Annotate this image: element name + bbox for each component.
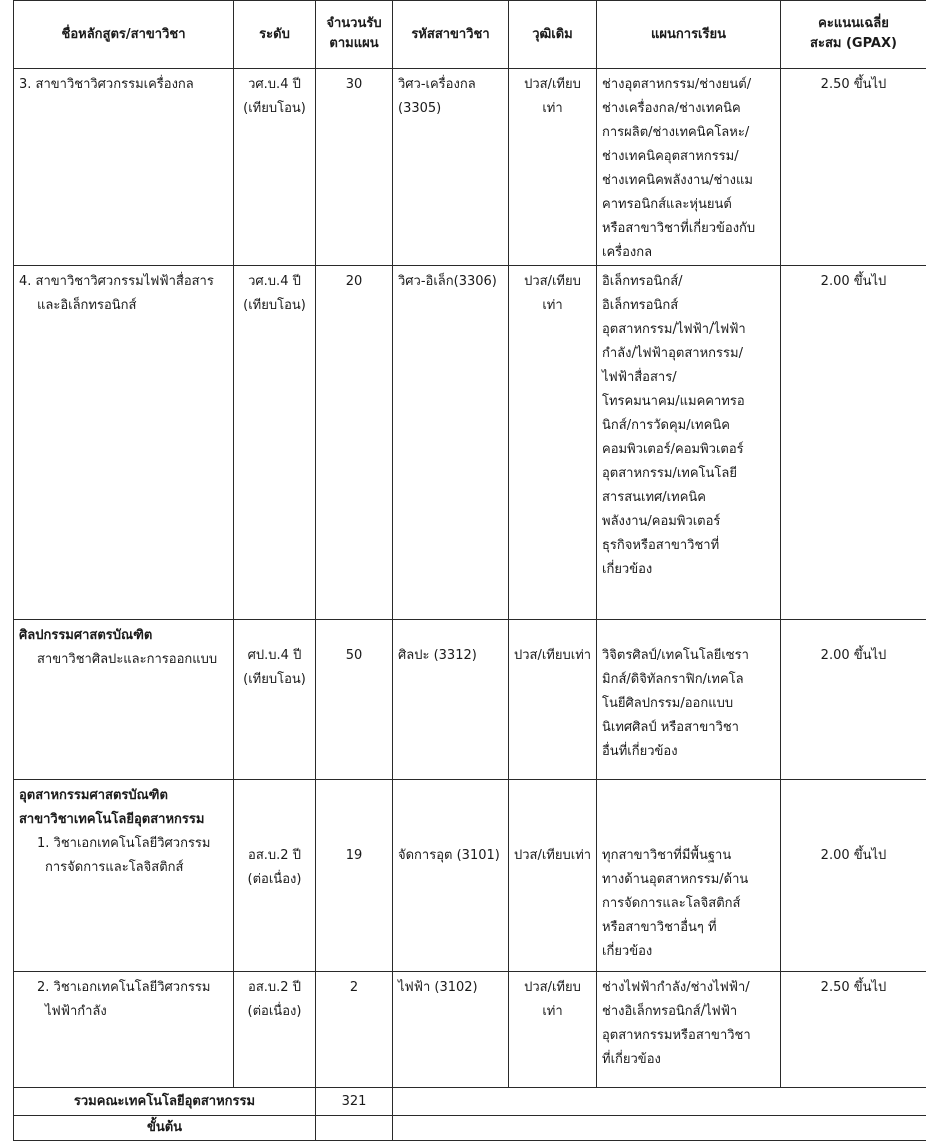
table-row xyxy=(14,69,926,266)
gpax-cell: 2.00 ขึ้นไป xyxy=(781,620,926,780)
gpax-cell: 2.00 ขึ้นไป xyxy=(781,780,926,972)
table-row xyxy=(14,972,926,1088)
program-name-cell: 4. สาขาวิชาวิศวกรรมไฟฟ้าสื่อสาร และอิเล็กทรอนิกส์ xyxy=(14,266,234,620)
cut-row xyxy=(14,1116,926,1141)
level-cell: วศ.บ.4 ปี (เทียบโอน) xyxy=(234,69,316,266)
program-table xyxy=(13,0,926,1141)
gpax-cell: 2.50 ขึ้นไป xyxy=(781,972,926,1088)
gpax-cell: 2.50 ขึ้นไป xyxy=(781,69,926,266)
prior-cell: ปวส/เทียบเท่า xyxy=(509,780,597,972)
level-cell: วศ.บ.4 ปี (เทียบโอน) xyxy=(234,266,316,620)
plan-cell: ช่างไฟฟ้ากำลัง/ช่างไฟฟ้า/ ช่างอิเล็กทรอนิกส์/ไฟฟ้า อุตสาหกรรมหรือสาขาวิชา ที่เกี่ยวข้อง xyxy=(597,972,781,1088)
level-cell: อส.บ.2 ปี (ต่อเนื่อง) xyxy=(234,972,316,1088)
header-code: รหัสสาขาวิชา xyxy=(393,1,509,69)
prior-cell: ปวส/เทียบเท่า xyxy=(509,620,597,780)
header-row xyxy=(14,1,926,69)
program-name-cell: ศิลปกรรมศาสตรบัณฑิต สาขาวิชาศิลปะและการออกแบบ xyxy=(14,620,234,780)
code-cell: ไฟฟ้า (3102) xyxy=(393,972,509,1088)
code-cell: จัดการอุต (3101) xyxy=(393,780,509,972)
total-row xyxy=(14,1088,926,1116)
quota-cell: 19 xyxy=(316,780,393,972)
quota-cell: 30 xyxy=(316,69,393,266)
code-cell: วิศว-เครื่องกล (3305) xyxy=(393,69,509,266)
faculty-group-title: อุตสาหกรรมศาสตรบัณฑิต xyxy=(19,784,228,808)
quota-cell: 50 xyxy=(316,620,393,780)
header-name: ชื่อหลักสูตร/สาขาวิชา xyxy=(14,1,234,69)
quota-cell: 2 xyxy=(316,972,393,1088)
gpax-cell: 2.00 ขึ้นไป xyxy=(781,266,926,620)
plan-cell: ช่างอุตสาหกรรม/ช่างยนต์/ ช่างเครื่องกล/ช่างเทคนิค การผลิต/ช่างเทคนิคโลหะ/ ช่างเทคนิคอุตสาหกรรม/ ช่างเทคนิคพลังงาน/ช่างแม คาทรอนิกส์และหุ่นยนต์ หรือสาขาวิชาที่เกี่ยวข้องกับ เครื่องกล xyxy=(597,69,781,266)
total-value: 321 xyxy=(316,1088,393,1116)
program-name-cell: 2. วิชาเอกเทคโนโลยีวิศวกรรม ไฟฟ้ากำลัง xyxy=(14,972,234,1088)
prior-cell: ปวส/เทียบเท่า xyxy=(509,266,597,620)
table-row xyxy=(14,780,926,972)
cut-row-value xyxy=(316,1116,393,1141)
plan-cell: อิเล็กทรอนิกส์/ อิเล็กทรอนิกส์ อุตสาหกรรม/ไฟฟ้า/ไฟฟ้า กำลัง/ไฟฟ้าอุตสาหกรรม/ ไฟฟ้าสื่อสาร/ โทรคมนาคม/แมคคาทรอ นิกส์/การวัดคุม/เทคนิค คอมพิวเตอร์/คอมพิวเตอร์ อุตสาหกรรม/เทคโนโลยี สารสนเทศ/เทคนิค พลังงาน/คอมพิวเตอร์ ธุรกิจหรือสาขาวิชาที่ เกี่ยวข้อง xyxy=(597,266,781,620)
code-cell: ศิลปะ (3312) xyxy=(393,620,509,780)
total-label: รวมคณะเทคโนโลยีอุตสาหกรรม xyxy=(14,1088,316,1116)
table-row xyxy=(14,266,926,620)
program-name-cell: อุตสาหกรรมศาสตรบัณฑิต สาขาวิชาเทคโนโลยีอุตสาหกรรม 1. วิชาเอกเทคโนโลยีวิศวกรรม การจัดการและโลจิสติกส์ xyxy=(14,780,234,972)
prior-cell: ปวส/เทียบเท่า xyxy=(509,69,597,266)
level-cell: อส.บ.2 ปี (ต่อเนื่อง) xyxy=(234,780,316,972)
header-plan: แผนการเรียน xyxy=(597,1,781,69)
quota-cell: 20 xyxy=(316,266,393,620)
code-cell: วิศว-อิเล็ก(3306) xyxy=(393,266,509,620)
prior-cell: ปวส/เทียบเท่า xyxy=(509,972,597,1088)
program-name-cell: 3. สาขาวิชาวิศวกรรมเครื่องกล xyxy=(14,69,234,266)
header-quota: จำนวนรับ ตามแผน xyxy=(316,1,393,69)
header-level: ระดับ xyxy=(234,1,316,69)
plan-cell: ทุกสาขาวิชาที่มีพื้นฐาน ทางด้านอุตสาหกรรม/ด้าน การจัดการและโลจิสติกส์ หรือสาขาวิชาอื่นๆ ที่ เกี่ยวข้อง xyxy=(597,780,781,972)
level-cell: ศป.บ.4 ปี (เทียบโอน) xyxy=(234,620,316,780)
header-prior: วุฒิเดิม xyxy=(509,1,597,69)
faculty-group-title: ศิลปกรรมศาสตรบัณฑิต xyxy=(19,624,228,648)
document-page xyxy=(13,0,926,1141)
plan-cell: วิจิตรศิลป์/เทคโนโลยีเซรา มิกส์/ดิจิทัลกราฟิก/เทคโล โนยีศิลปกรรม/ออกแบบ นิเทศศิลป์ หรือสาขาวิชา อื่นที่เกี่ยวข้อง xyxy=(597,620,781,780)
faculty-group-subtitle: สาขาวิชาเทคโนโลยีอุตสาหกรรม xyxy=(19,808,228,832)
header-gpax: คะแนนเฉลี่ย สะสม (GPAX) xyxy=(781,1,926,69)
total-empty-cell xyxy=(393,1088,926,1116)
table-row xyxy=(14,620,926,780)
cut-row-empty-cell xyxy=(393,1116,926,1141)
cut-row-label: ขั้นต้น xyxy=(14,1116,316,1141)
